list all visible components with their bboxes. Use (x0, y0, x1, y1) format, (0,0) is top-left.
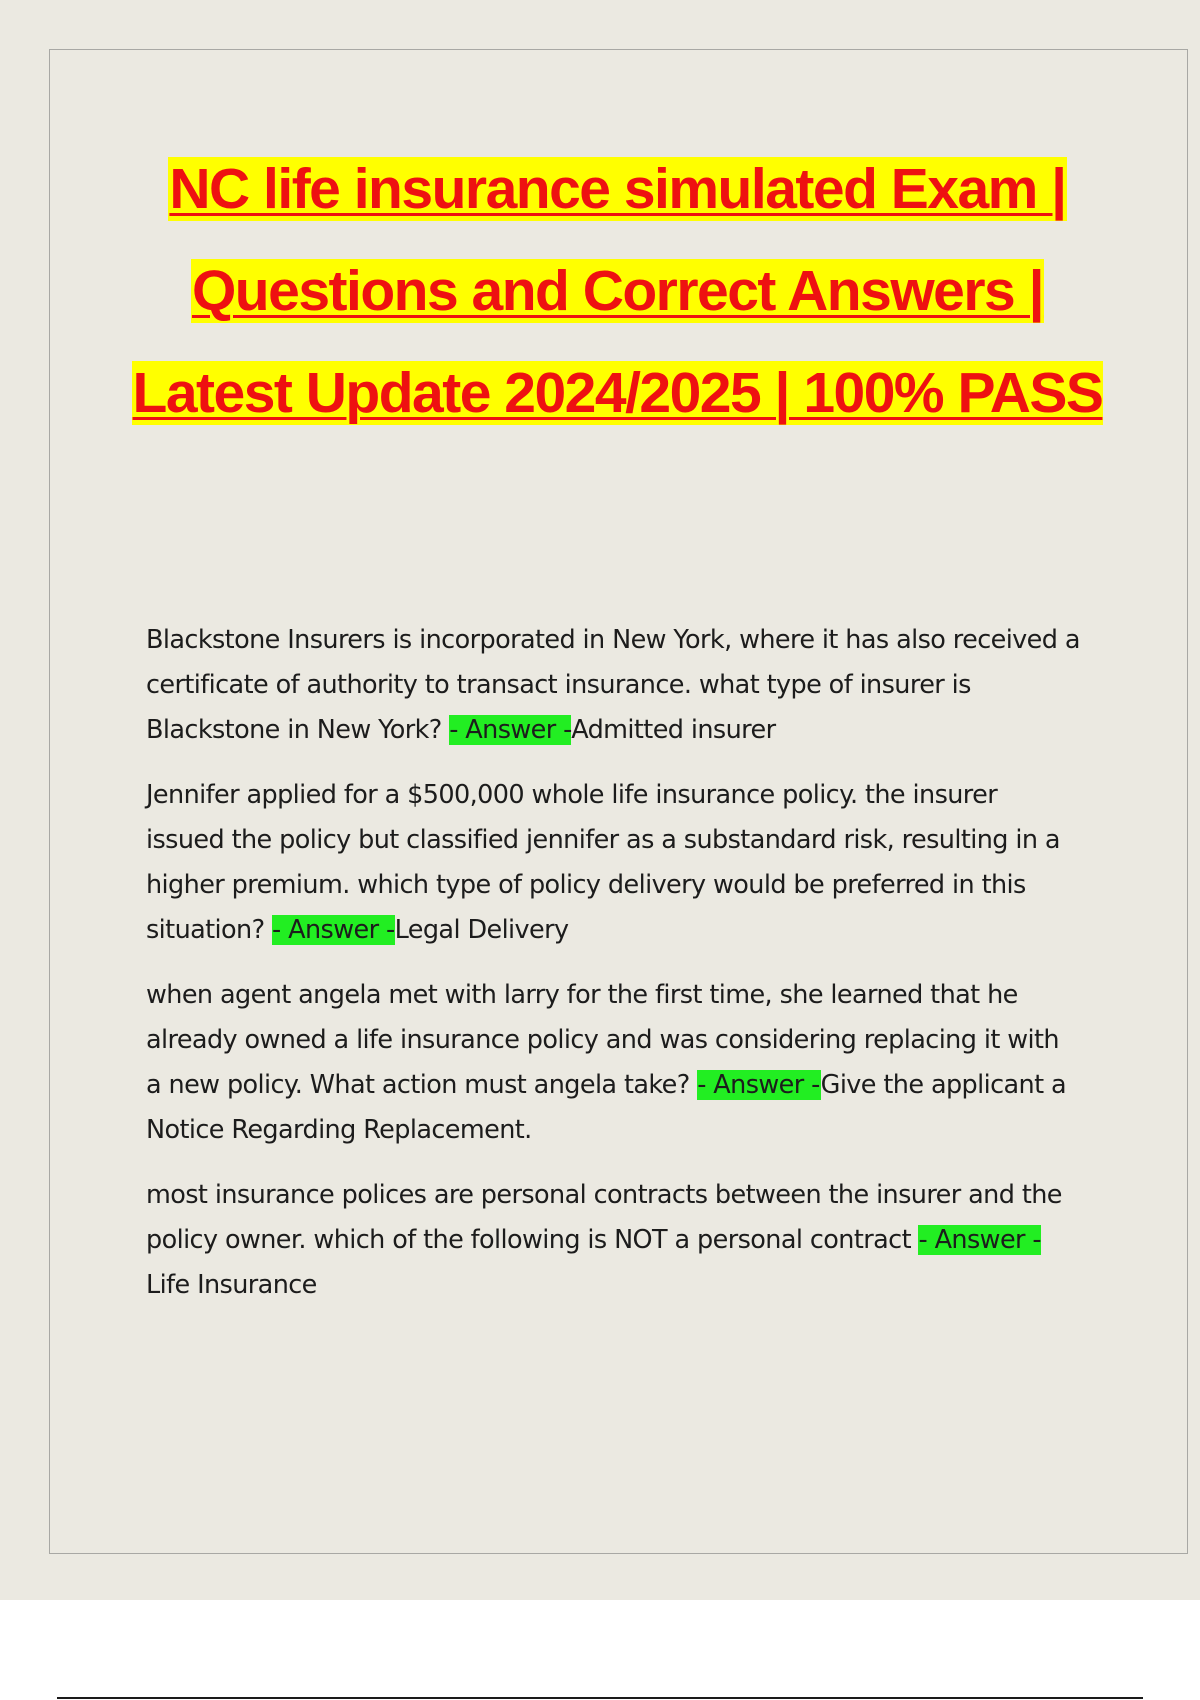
qa-item (146, 1173, 1081, 1308)
answer-label: - Answer - (918, 1225, 1042, 1255)
question-text: Jennifer applied for a $500,000 whole life insurance policy. the insurer issued the policy but classified jennifer as a substandard risk, resulting in a higher premium. which type of policy delivery would be preferred in this situation? (146, 780, 1060, 945)
answer-label: - Answer - (697, 1070, 821, 1100)
answer-text: Life Insurance (146, 1270, 317, 1300)
answer-label: - Answer - (272, 915, 395, 945)
qa-item (146, 973, 1081, 1153)
answer-text: Give the applicant a Notice Regarding Replacement. (146, 1070, 1067, 1145)
footer-divider (57, 1697, 1143, 1699)
qa-item (146, 618, 1081, 753)
document-title (130, 138, 1105, 444)
question-text: when agent angela met with larry for the first time, she learned that he already owned a life insurance policy and was considering replacing it with a new policy. What action must angela take? (146, 980, 1059, 1100)
answer-text: Legal Delivery (394, 915, 569, 945)
document-title-text: NC life insurance simulated Exam | Questions and Correct Answers | Latest Update 2024/2025 | 100% PASS (132, 157, 1103, 425)
answer-label: - Answer - (449, 715, 572, 745)
question-text: Blackstone Insurers is incorporated in New York, where it has also received a certificate of authority to transact insurance. what type of insurer is Blackstone in New York? (146, 625, 1080, 745)
question-text: most insurance polices are personal contracts between the insurer and the policy owner. which of the following is NOT a personal contract (146, 1180, 1062, 1255)
qa-list (146, 618, 1081, 1328)
answer-text: Admitted insurer (571, 715, 776, 745)
qa-item (146, 773, 1081, 953)
